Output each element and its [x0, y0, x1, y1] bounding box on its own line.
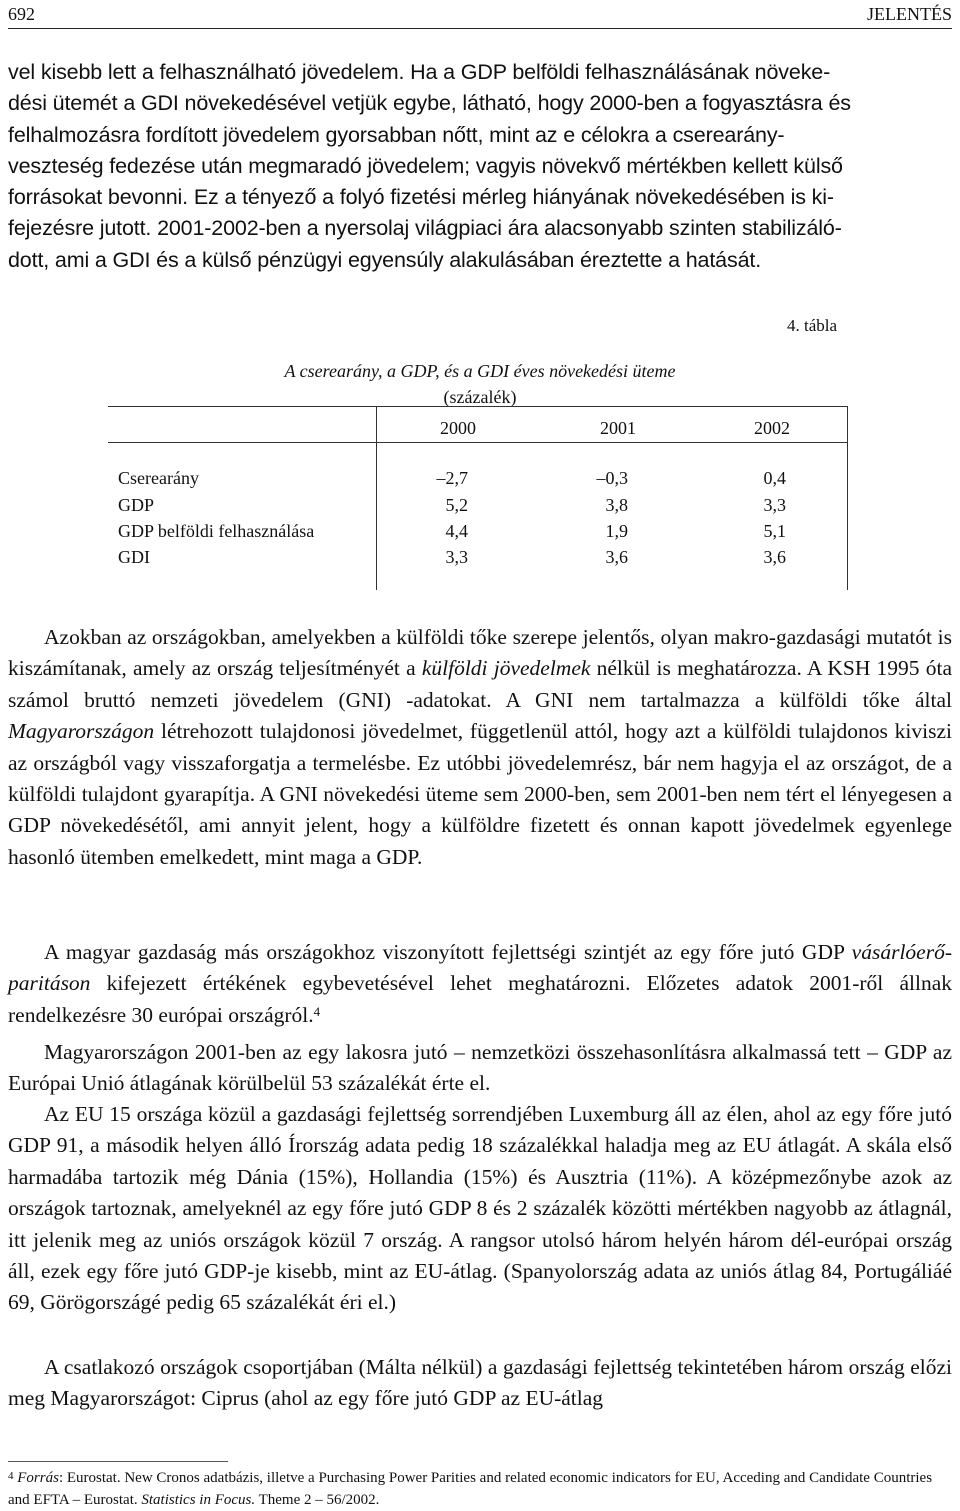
column-header-2000: 2000 — [440, 418, 476, 438]
table-cell: –0,3 — [596, 468, 628, 488]
emphasis: külföldi jövedelmek — [421, 656, 591, 681]
table-cell: –2,7 — [436, 468, 468, 488]
table-title-block — [200, 358, 760, 410]
intro-line: dott, ami a GDI és a külső pénzügyi egyensúly alakulásában éreztette a hatását. — [8, 247, 762, 272]
footnote-ref: 4 — [313, 1003, 321, 1019]
text-run: nélkül is meghatározza. A KSH 1995 óta számol bruttó nemzeti jövedelem (GNI) -adatokat. A GNI nem tartalmazza a külföldi tőke által — [8, 656, 953, 712]
footnote-source-label: Forrás — [17, 1470, 59, 1486]
table-cell: 3,6 — [763, 547, 786, 567]
intro-line: vel kisebb lett a felhasználható jövedelem. Ha a GDP belföldi felhasználásának növeke- — [8, 60, 831, 84]
row-label: GDI — [118, 547, 150, 567]
text-run: létrehozott tulajdonosi jövedelmet, függetlenül attól, hogy azt a külföldi tulajdonos kiviszi az országból vagy visszaforgatja a termelésbe. Ez utóbbi jövedelemrész, bár nem hagyja el az országot, de a külföldi tulajdont gyarapítja. A GNI növekedési üteme sem 2000-ben, sem 2001-ben nem tért el lényegesen a GDP növekedésétől, ami annyit jelent, hogy a külföldre fizetett és onnan kapott jövedelmek egyenlege hasonló ütemben emelkedett, mint maga a GDP. — [8, 719, 952, 869]
footnote-text: Theme 2 – 56/2002. — [255, 1492, 380, 1508]
table-unit: (százalék) — [443, 387, 517, 407]
column-header-2002: 2002 — [754, 418, 790, 438]
paragraph-hungary: Magyarországon 2001-ben az egy lakosra jutó – nemzetközi összehasonlításra alkalmassá tett – GDP az Európai Unió átlagának körülbelül 53 százalékát érte el. — [8, 1040, 952, 1096]
table-cell: 3,6 — [605, 547, 628, 567]
table-cell: 3,8 — [605, 495, 628, 515]
intro-line: felhalmozásra fordított jövedelem gyorsabban nőtt, mint az e célokra a cserearány- — [8, 122, 785, 147]
table-cell: 1,9 — [605, 521, 628, 541]
footnote-number: 4 — [8, 1470, 14, 1482]
running-title: JELENTÉS — [867, 4, 952, 24]
page-number: 692 — [8, 4, 35, 24]
footnote-italic: Statistics in Focus. — [141, 1492, 256, 1508]
row-label: GDP — [118, 495, 155, 515]
page-header — [8, 2, 952, 29]
text-run: kifejezett értékének egybevetésével lehet meghatározni. Előzetes adatok 2001-ről állnak rendelkezésre 30 európai országról. — [8, 971, 952, 1027]
intro-line: dési ütemét a GDI növekedésével vetjük egybe, látható, hogy 2000-ben a fogyasztásra és — [8, 91, 851, 116]
table-cell: 5,2 — [445, 495, 468, 515]
intro-line: fejezésre jutott. 2001-2002-ben a nyersolaj világpiaci ára alacsonyabb szinten stabilizáló- — [8, 216, 842, 241]
footnote-rule — [8, 1461, 228, 1462]
emphasis: vásárlóerő-paritáson — [8, 940, 952, 996]
table-header-rule — [108, 442, 848, 443]
text-run: Azokban az országokban, amelyekben a külföldi tőke szerepe jelentős, olyan makro-gazdasági mutatót is kiszámítanak, amely az ország teljesítményét a — [8, 625, 952, 681]
text-run: A magyar gazdaság más országokhoz viszonyított fejlettségi szintjét az egy főre jutó GDP — [44, 940, 852, 964]
row-label: Cserearány — [118, 468, 199, 488]
table-number-label: 4. tábla — [787, 316, 838, 335]
table-cell: 0,4 — [763, 468, 786, 488]
intro-line: veszteség fedezése után megmaradó jövedelem; vagyis növekvő mértékben kellett külső — [8, 153, 843, 178]
footnote-text: : Eurostat. New Cronos adatbázis, illetve a Purchasing Power Parities and related economic indicators for EU, Acceding and Candidate Countries and EFTA – Eurostat. — [8, 1470, 933, 1508]
intro-line: forrásokat bevonni. Ez a tényező a folyó fizetési mérleg hiányának növekedésében is ki- — [8, 185, 834, 210]
growth-table — [108, 406, 848, 590]
table-cell: 3,3 — [445, 547, 468, 567]
paragraph-gni — [8, 622, 952, 873]
row-label: GDP belföldi felhasználása — [118, 521, 315, 541]
table-cell: 4,4 — [445, 521, 468, 541]
column-header-2001: 2001 — [600, 418, 636, 438]
footnote — [8, 1467, 952, 1511]
table-cell: 5,1 — [763, 521, 786, 541]
table-divider — [847, 406, 848, 590]
paragraph-ppp — [8, 937, 952, 1031]
paragraph-candidates: A csatlakozó országok csoportjában (Málta nélkül) a gazdasági fejlettség tekintetében három ország előzi meg Magyarországot: Ciprus (ahol az egy főre jutó GDP az EU-átlag — [8, 1355, 952, 1411]
table-cell: 3,3 — [763, 495, 786, 515]
table-title: A cserearány, a GDP, és a GDI éves növekedési üteme — [284, 361, 676, 381]
table-divider — [376, 406, 377, 590]
paragraph-eu15: Az EU 15 országa közül a gazdasági fejlettség sorrendjében Luxemburg áll az élen, ahol az egy főre jutó GDP 91, a második helyen álló Írország adata pedig 18 százalékkal haladja meg az EU átlagát. A skála első harmadába tartozik még Dánia (15%), Hollandia (15%) és Ausztria (11%). A középmezőnybe azok az országok tartoznak, amelyeknél az egy főre jutó GDP 8 és 2 százalék közötti mértékben nagyobb az átlagnál, itt jelenik meg az uniós országok közül 7 ország. A rangsor utolsó három helyén három dél-európai ország áll, ezek egy főre jutó GDP-je kisebb, mint az EU-átlag. (Spanyolország adata az uniós átlag 84, Portugáliáé 69, Görögországé pedig 65 százalékát éri el.) — [8, 1102, 952, 1315]
emphasis: Magyarországon — [8, 719, 155, 744]
intro-paragraph — [8, 57, 952, 276]
table-top-rule — [108, 406, 848, 407]
